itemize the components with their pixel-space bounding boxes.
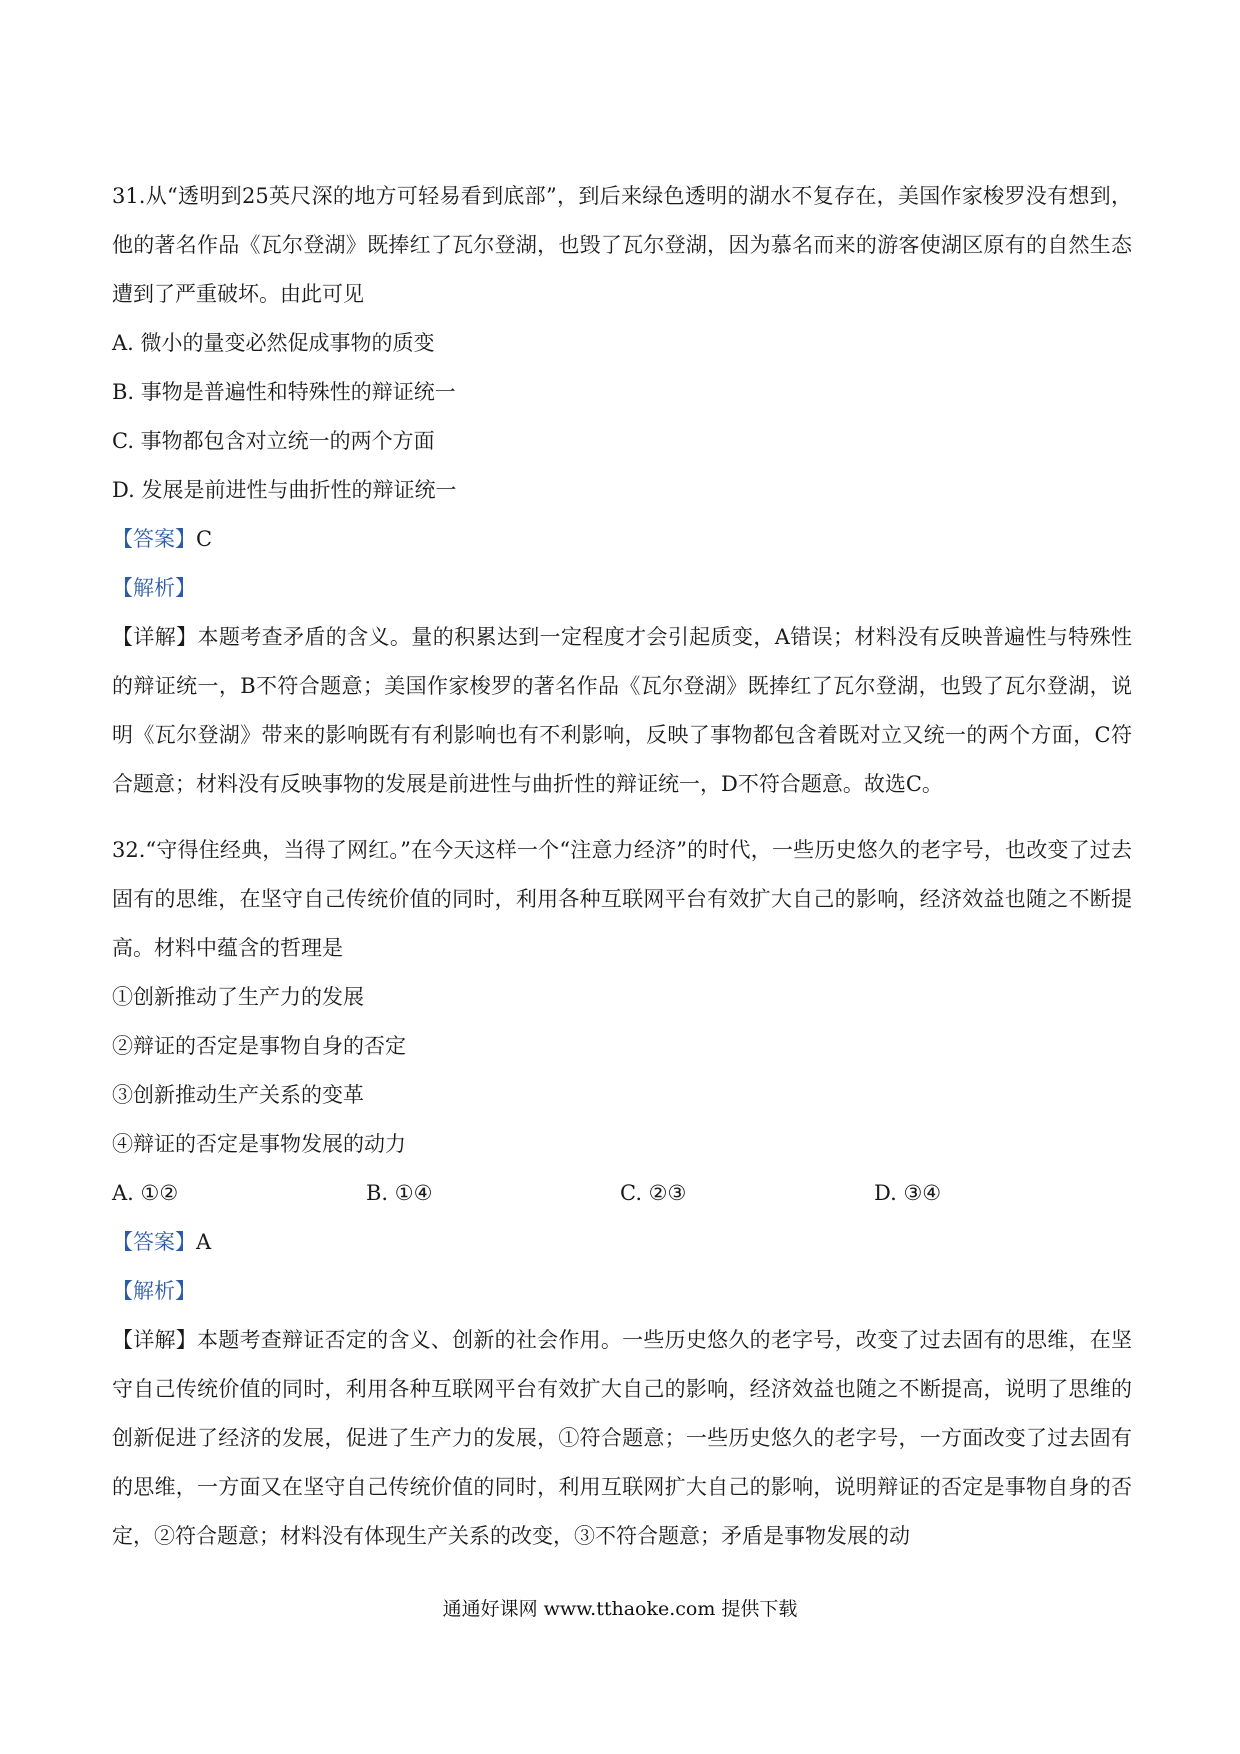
question-31-stem: 31.从“透明到25英尺深的地方可轻易看到底部”，到后来绿色透明的湖水不复存在，美国作家梭罗没有想到，他的著名作品《瓦尔登湖》既捧红了瓦尔登湖，也毁了瓦尔登湖，因为慕名而来的游客使湖区原有的自然生态遭到了严重破坏。由此可见 <box>112 184 1132 306</box>
question-32-statement-1: ①创新推动了生产力的发展 <box>112 985 364 1009</box>
question-31-detail: 【详解】本题考查矛盾的含义。量的积累达到一定程度才会引起质变，A错误；材料没有反映普遍性与特殊性的辩证统一，B不符合题意；美国作家梭罗的著名作品《瓦尔登湖》既捧红了瓦尔登湖，也毁了瓦尔登湖，说明《瓦尔登湖》带来的影响既有有利影响也有不利影响，反映了事物都包含着既对立又统一的两个方面，C符合题意；材料没有反映事物的发展是前进性与曲折性的辩证统一，D不符合题意。故选C。 <box>112 625 1132 796</box>
analysis-tag: 【解析】 <box>112 1279 196 1303</box>
analysis-tag: 【解析】 <box>112 576 196 600</box>
question-32-option-b: B. ①④ <box>366 1181 433 1205</box>
question-32-options <box>112 1169 1132 1218</box>
question-32-analysis <box>112 1267 1132 1316</box>
question-32-statement-2: ②辩证的否定是事物自身的否定 <box>112 1034 406 1058</box>
question-32-statement-4: ④辩证的否定是事物发展的动力 <box>112 1132 406 1156</box>
page-footer: 通通好课网 www.tthaoke.com 提供下载 <box>442 1598 798 1620</box>
answer-tag: 【答案】 <box>112 527 196 551</box>
question-31-option-d: D. 发展是前进性与曲折性的辩证统一 <box>112 478 457 502</box>
question-32-option-a: A. ①② <box>112 1181 179 1205</box>
answer-tag: 【答案】 <box>112 1230 196 1254</box>
question-31-option-b: B. 事物是普遍性和特殊性的辩证统一 <box>112 380 456 404</box>
answer-value: C <box>196 527 213 551</box>
question-32-statement-3: ③创新推动生产关系的变革 <box>112 1083 364 1107</box>
question-32-answer <box>112 1218 1132 1267</box>
question-32-detail: 【详解】本题考查辩证否定的含义、创新的社会作用。一些历史悠久的老字号，改变了过去固有的思维，在坚守自己传统价值的同时，利用各种互联网平台有效扩大自己的影响，经济效益也随之不断提高，说明了思维的创新促进了经济的发展，促进了生产力的发展，①符合题意；一些历史悠久的老字号，一方面改变了过去固有的思维，一方面又在坚守自己传统价值的同时，利用互联网扩大自己的影响，说明辩证的否定是事物自身的否定，②符合题意；材料没有体现生产关系的改变，③不符合题意；矛盾是事物发展的动 <box>112 1328 1132 1548</box>
question-32-stem: 32.“守得住经典，当得了网红。”在今天这样一个“注意力经济”的时代，一些历史悠久的老字号，也改变了过去固有的思维，在坚守自己传统价值的同时，利用各种互联网平台有效扩大自己的影响，经济效益也随之不断提高。材料中蕴含的哲理是 <box>112 838 1132 960</box>
question-31-option-a: A. 微小的量变必然促成事物的质变 <box>112 331 435 355</box>
question-31-answer <box>112 515 1132 564</box>
question-31-analysis <box>112 564 1132 613</box>
question-32-option-c: C. ②③ <box>620 1181 687 1205</box>
question-32-option-d: D. ③④ <box>874 1181 942 1205</box>
question-31-option-c: C. 事物都包含对立统一的两个方面 <box>112 429 435 453</box>
answer-value: A <box>196 1230 212 1254</box>
question-32 <box>112 826 1132 1561</box>
question-31 <box>112 172 1132 809</box>
